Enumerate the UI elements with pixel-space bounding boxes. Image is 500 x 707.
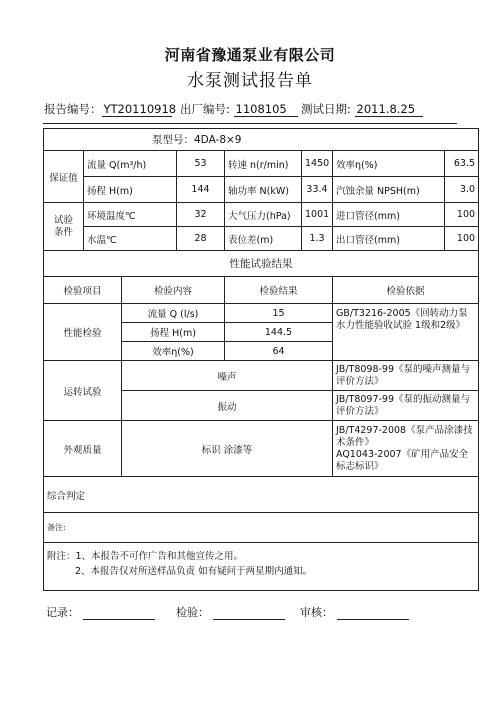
- guarantee-param-label: 效率η(%): [333, 151, 445, 177]
- results-title: 性能试验结果: [44, 251, 479, 277]
- recorder-label: 记录：: [46, 606, 79, 619]
- inspector-signature-line: [213, 607, 285, 620]
- header-divider: [43, 123, 457, 124]
- guarantee-param-value: 1450: [302, 151, 333, 177]
- guarantee-row: [44, 151, 479, 177]
- condition-param-label: 进口管径(mm): [333, 203, 445, 227]
- conditions-row: [44, 227, 479, 251]
- guarantee-param-value: 144: [177, 177, 225, 203]
- operation-row: [44, 361, 479, 391]
- performance-result: 15: [225, 304, 333, 323]
- remarks-label: 备注:: [44, 513, 479, 543]
- guarantee-param-label: 轴功率 N(kW): [225, 177, 302, 203]
- judgement-row: [44, 477, 479, 513]
- operation-basis: JB/T8097-99《泵的振动测量与评价方法》: [333, 391, 479, 421]
- condition-param-label: 环境温度℃: [84, 203, 177, 227]
- performance-content: 扬程 H(m): [122, 323, 225, 342]
- guarantee-param-value: 3.0: [445, 177, 479, 203]
- test-report-table: [43, 128, 479, 591]
- header-inspection-result: 检验结果: [225, 277, 333, 304]
- test-date: [301, 101, 423, 117]
- report-title: 水泵测试报告单: [187, 71, 313, 91]
- appearance-item: 外观质量: [44, 421, 122, 477]
- reviewer-signature: [300, 604, 409, 620]
- report-number-label: 报告编号：: [44, 102, 102, 116]
- guarantee-row: [44, 177, 479, 203]
- appearance-content: 标识 涂漆等: [122, 421, 333, 477]
- condition-param-label: 表位差(m): [225, 227, 302, 251]
- serial-number-label: 出厂编号:: [180, 102, 230, 116]
- condition-param-value: 32: [177, 203, 225, 227]
- guarantee-param-value: 33.4: [302, 177, 333, 203]
- condition-param-label: 出口管径(mm): [333, 227, 445, 251]
- performance-item: 性能检验: [44, 304, 122, 361]
- recorder-signature: [46, 604, 155, 620]
- conditions-label: 试验条件: [44, 203, 84, 251]
- guarantee-param-label: 汽蚀余量 NPSH(m): [333, 177, 445, 203]
- inspector-signature: [176, 604, 285, 620]
- guarantee-param-value: 53: [177, 151, 225, 177]
- header-inspection-item: 检验项目: [44, 277, 122, 304]
- condition-param-value: 100: [445, 203, 479, 227]
- test-date-label: 测试日期:: [301, 102, 351, 116]
- operation-content: 噪声: [122, 361, 333, 391]
- report-number-value: YT20110918: [103, 102, 177, 116]
- condition-param-value: 28: [177, 227, 225, 251]
- performance-basis: GB/T3216-2005《回转动力泵水力性能验收试验 1级和2级》: [333, 304, 479, 361]
- condition-param-value: 1.3: [302, 227, 333, 251]
- recorder-signature-line: [83, 607, 155, 620]
- guarantee-label: 保证值: [44, 151, 84, 203]
- company-name: 河南省豫通泵业有限公司: [164, 46, 336, 64]
- performance-content: 流量 Q (l/s): [122, 304, 225, 323]
- condition-param-value: 100: [445, 227, 479, 251]
- serial-number-value: 1108105: [234, 102, 298, 117]
- guarantee-param-label: 转速 n(r/min): [225, 151, 302, 177]
- operation-basis: JB/T8098-99《泵的噪声测量与评价方法》: [333, 361, 479, 391]
- appearance-basis-line: JB/T4297-2008《泵产品涂漆技术条件》: [336, 424, 473, 448]
- appearance-row: [44, 421, 479, 477]
- notes-prefix: 附注：: [47, 551, 76, 562]
- operation-content: 振动: [122, 391, 333, 421]
- notes: [44, 543, 479, 591]
- pump-model-value: 4DA-8×9: [194, 134, 242, 146]
- appearance-basis: [333, 421, 479, 477]
- guarantee-param-label: 流量 Q(m³/h): [84, 151, 177, 177]
- condition-param-value: 1001: [302, 203, 333, 227]
- performance-content: 效率η(%): [122, 342, 225, 361]
- inspector-label: 检验：: [176, 606, 209, 619]
- header-inspection-content: 检验内容: [122, 277, 225, 304]
- pump-model-label: 泵型号：: [152, 134, 194, 146]
- notes-row: [44, 543, 479, 591]
- header-inspection-basis: 检验依据: [333, 277, 479, 304]
- appearance-basis-line: AQ1043-2007《矿用产品安全标志标识》: [336, 448, 469, 472]
- note-line: 1、本报告不可作广告和其他宣传之用。: [75, 551, 244, 562]
- performance-row: [44, 304, 479, 323]
- report-number: [44, 101, 177, 117]
- results-title-row: [44, 251, 479, 277]
- performance-result: 144.5: [225, 323, 333, 342]
- test-date-value: 2011.8.25: [355, 102, 423, 117]
- results-header-row: [44, 277, 479, 304]
- guarantee-param-label: 扬程 H(m): [84, 177, 177, 203]
- condition-param-label: 大气压力(hPa): [225, 203, 302, 227]
- remarks-row: [44, 513, 479, 543]
- operation-item: 运转试验: [44, 361, 122, 421]
- pump-model-row: [44, 129, 479, 151]
- reviewer-label: 审核：: [300, 606, 333, 619]
- note-line: 2、本报告仅对所送样品负责 如有疑问于两星期内通知。: [75, 566, 313, 577]
- performance-result: 64: [225, 342, 333, 361]
- guarantee-param-value: 63.5: [445, 151, 479, 177]
- judgement-label: 综合判定: [44, 477, 479, 513]
- serial-number: [180, 101, 298, 117]
- conditions-row: [44, 203, 479, 227]
- reviewer-signature-line: [337, 607, 409, 620]
- pump-model: [44, 129, 479, 151]
- condition-param-label: 水温℃: [84, 227, 177, 251]
